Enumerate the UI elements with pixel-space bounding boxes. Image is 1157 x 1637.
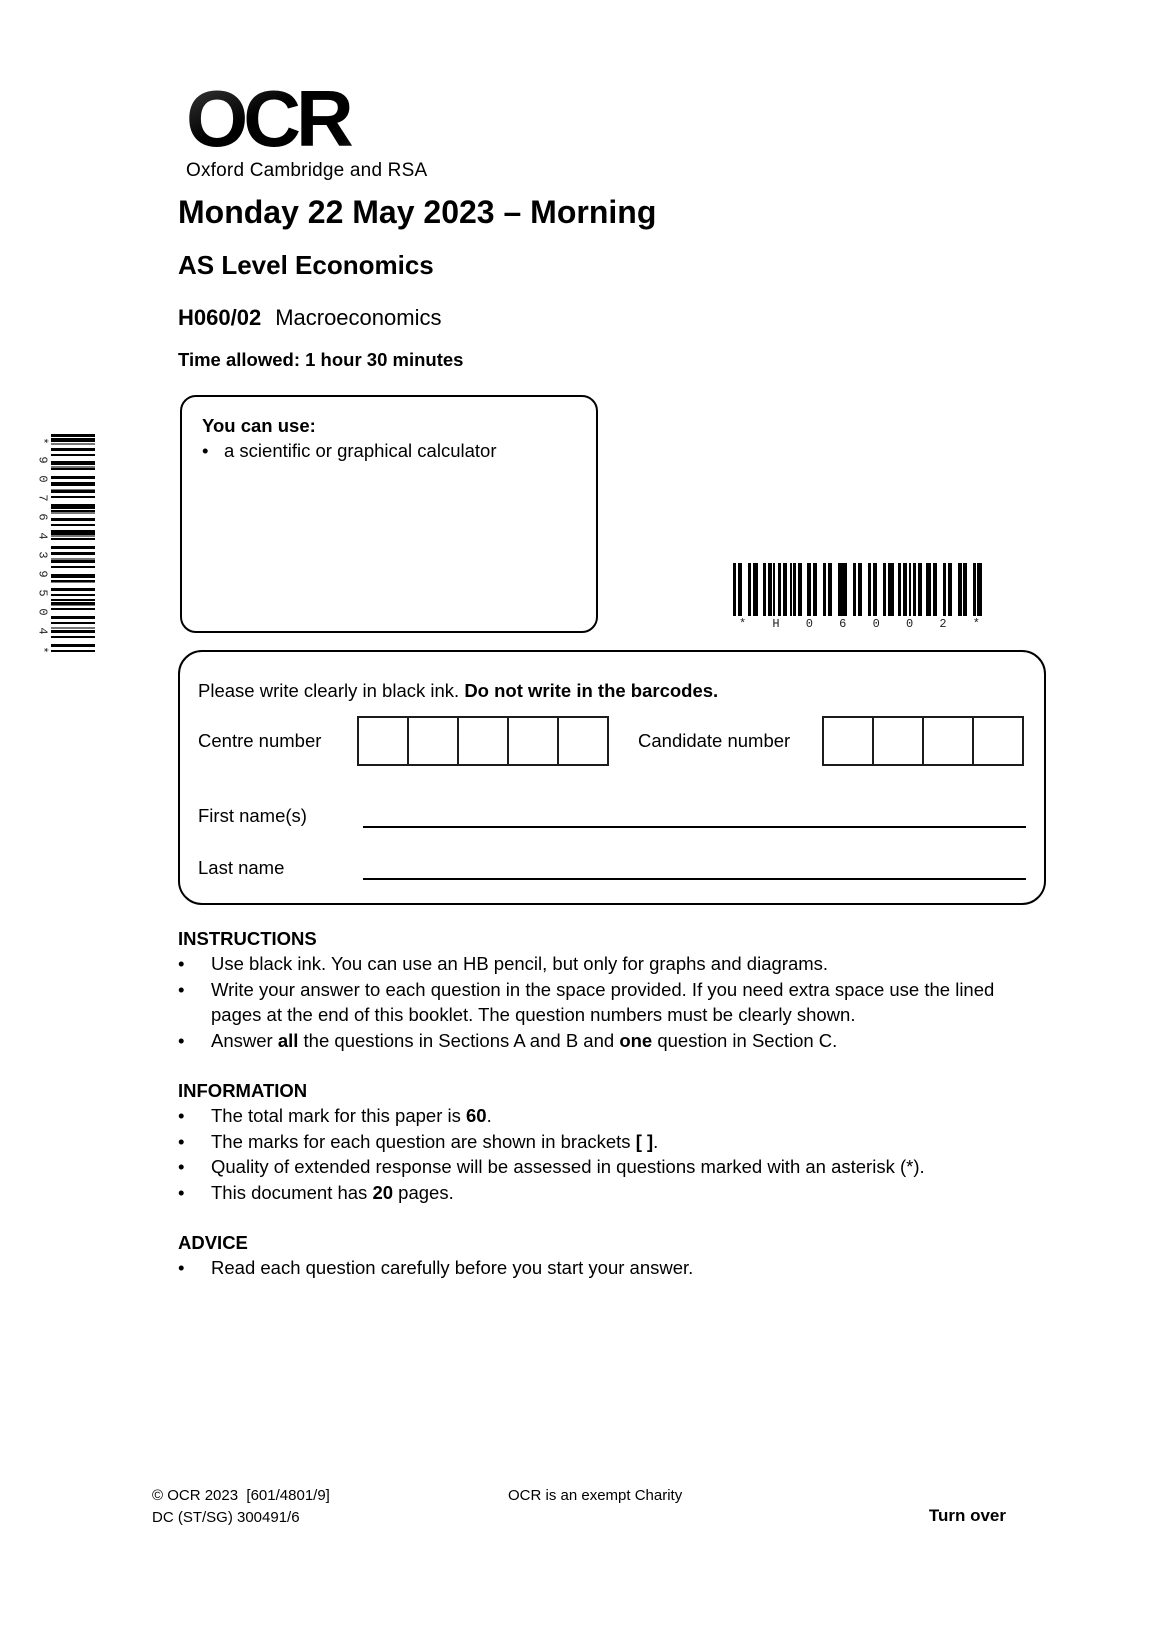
barcode-char: 9 — [35, 456, 50, 464]
barcode-char: 6 — [35, 513, 50, 521]
barcode-char: * — [739, 617, 747, 631]
ink-notice-bold: Do not write in the barcodes. — [464, 680, 719, 701]
instructions-section — [178, 926, 1002, 1053]
barcode-char: 3 — [35, 551, 50, 559]
you-can-use-item-text: a scientific or graphical calculator — [224, 440, 497, 461]
number-cell[interactable] — [922, 716, 974, 766]
bullet-text: Use black ink. You can use an HB pencil, but only for graphs and diagrams. — [211, 953, 829, 974]
advice-section — [178, 1230, 1002, 1281]
bullet-text: Answer all the questions in Sections A and B and one question in Section C. — [211, 1029, 838, 1051]
ink-notice — [198, 680, 718, 702]
bullet-item — [178, 977, 1002, 1028]
bullet-item — [178, 1154, 1002, 1180]
bullet-item — [178, 1028, 1002, 1054]
qualification-title: AS Level Economics — [178, 250, 434, 280]
bullet-dot: • — [178, 1257, 185, 1278]
you-can-use-box — [180, 395, 598, 633]
first-name-row — [198, 802, 1026, 828]
barcode-char: 0 — [872, 617, 880, 631]
ocr-logo-text: OCR — [186, 84, 427, 154]
number-cell[interactable] — [972, 716, 1024, 766]
barcode-char: 0 — [35, 475, 50, 483]
bullet-text: The total mark for this paper is 60. — [211, 1105, 492, 1126]
ocr-logo — [186, 74, 428, 182]
turn-over-label: Turn over — [928, 1506, 1006, 1525]
number-cell[interactable] — [822, 716, 874, 766]
barcode-char: * — [972, 617, 980, 631]
time-allowed: Time allowed: 1 hour 30 minutes — [178, 349, 464, 370]
footer-charity-note: OCR is an exempt Charity — [508, 1487, 683, 1504]
bullet-dot: • — [178, 1029, 185, 1051]
you-can-use-heading: You can use: — [202, 415, 316, 436]
barcode-char: 4 — [35, 532, 50, 540]
bullet-dot: • — [178, 1105, 185, 1126]
ink-notice-regular: Please write clearly in black ink. — [198, 680, 465, 701]
bullet-text: Read each question carefully before you start your answer. — [211, 1257, 694, 1278]
centre-number-label: Centre number — [198, 730, 322, 751]
horizontal-barcode — [733, 563, 986, 631]
advice-heading: ADVICE — [178, 1232, 248, 1253]
paper-line — [178, 305, 441, 331]
bullet-text: The marks for each question are shown in brackets [ ]. — [211, 1130, 659, 1152]
candidate-number-group — [638, 716, 1024, 766]
paper-code: H060/02 — [178, 305, 262, 330]
barcode-char: 2 — [939, 617, 947, 631]
first-name-label: First name(s) — [198, 805, 307, 826]
bullet-dot: • — [178, 1156, 185, 1177]
bullet-item — [178, 1129, 1002, 1155]
bullet-item — [178, 951, 1002, 977]
barcode-char: 5 — [35, 589, 50, 597]
last-name-input-line[interactable] — [363, 854, 1026, 880]
bullet-dot: • — [178, 978, 185, 1000]
ocr-logo-subtitle: Oxford Cambridge and RSA — [186, 160, 428, 182]
information-section — [178, 1078, 1002, 1205]
horizontal-barcode-bars — [733, 563, 986, 616]
candidate-number-cells — [822, 716, 1024, 766]
bullet-dot: • — [178, 1181, 185, 1203]
number-cell[interactable] — [557, 716, 609, 766]
bullet-dot: • — [178, 953, 185, 974]
number-cell[interactable] — [872, 716, 924, 766]
vertical-barcode-bars — [51, 434, 95, 657]
barcode-char: 9 — [35, 570, 50, 578]
number-cell[interactable] — [357, 716, 409, 766]
instructions-list — [178, 951, 1002, 1053]
number-cell[interactable] — [507, 716, 559, 766]
candidate-details-box — [178, 650, 1046, 905]
barcode-char: 7 — [35, 494, 50, 502]
barcode-char: 0 — [805, 617, 813, 631]
first-name-input-line[interactable] — [363, 802, 1026, 828]
bullet-text: This document has 20 pages. — [211, 1181, 454, 1203]
bullet-text: Write your answer to each question in the space provided. If you need extra space use the lined pages at the end of this booklet. The question numbers must be clearly shown. — [211, 978, 995, 1025]
barcode-char: 0 — [35, 608, 50, 616]
barcode-char: 0 — [905, 617, 914, 631]
instructions-heading: INSTRUCTIONS — [178, 928, 317, 949]
footer-dc-code: DC (ST/SG) 300491/6 — [152, 1509, 300, 1526]
bullet-text: Quality of extended response will be assessed in questions marked with an asterisk (*). — [211, 1156, 925, 1177]
centre-number-cells — [357, 716, 609, 766]
bullet-item — [178, 1255, 1002, 1281]
exam-date-title: Monday 22 May 2023 – Morning — [178, 194, 657, 230]
bullet-item — [178, 1180, 1002, 1206]
number-cell[interactable] — [457, 716, 509, 766]
vertical-barcode — [34, 434, 95, 657]
last-name-label: Last name — [198, 857, 285, 878]
paper-name: Macroeconomics — [275, 305, 442, 330]
bullet-dot: • — [178, 1130, 185, 1152]
barcode-char: * — [35, 437, 50, 445]
bullet-dot: • — [202, 440, 209, 461]
barcode-char: 6 — [839, 617, 847, 631]
information-heading: INFORMATION — [178, 1080, 308, 1101]
front-page-sections — [178, 926, 1002, 1306]
you-can-use-item — [202, 438, 576, 463]
candidate-number-label: Candidate number — [638, 730, 791, 751]
advice-list — [178, 1255, 1002, 1281]
horizontal-barcode-text — [733, 617, 986, 631]
last-name-row — [198, 854, 1026, 880]
centre-number-group — [198, 716, 609, 766]
barcode-char: 4 — [35, 627, 50, 635]
vertical-barcode-text — [34, 434, 51, 657]
you-can-use-list — [202, 438, 576, 463]
number-cell[interactable] — [407, 716, 459, 766]
barcode-char: * — [35, 646, 50, 654]
information-list — [178, 1103, 1002, 1205]
bullet-item — [178, 1103, 1002, 1129]
barcode-char: H — [772, 617, 780, 631]
footer-copyright: © OCR 2023 [601/4801/9] — [152, 1487, 330, 1504]
